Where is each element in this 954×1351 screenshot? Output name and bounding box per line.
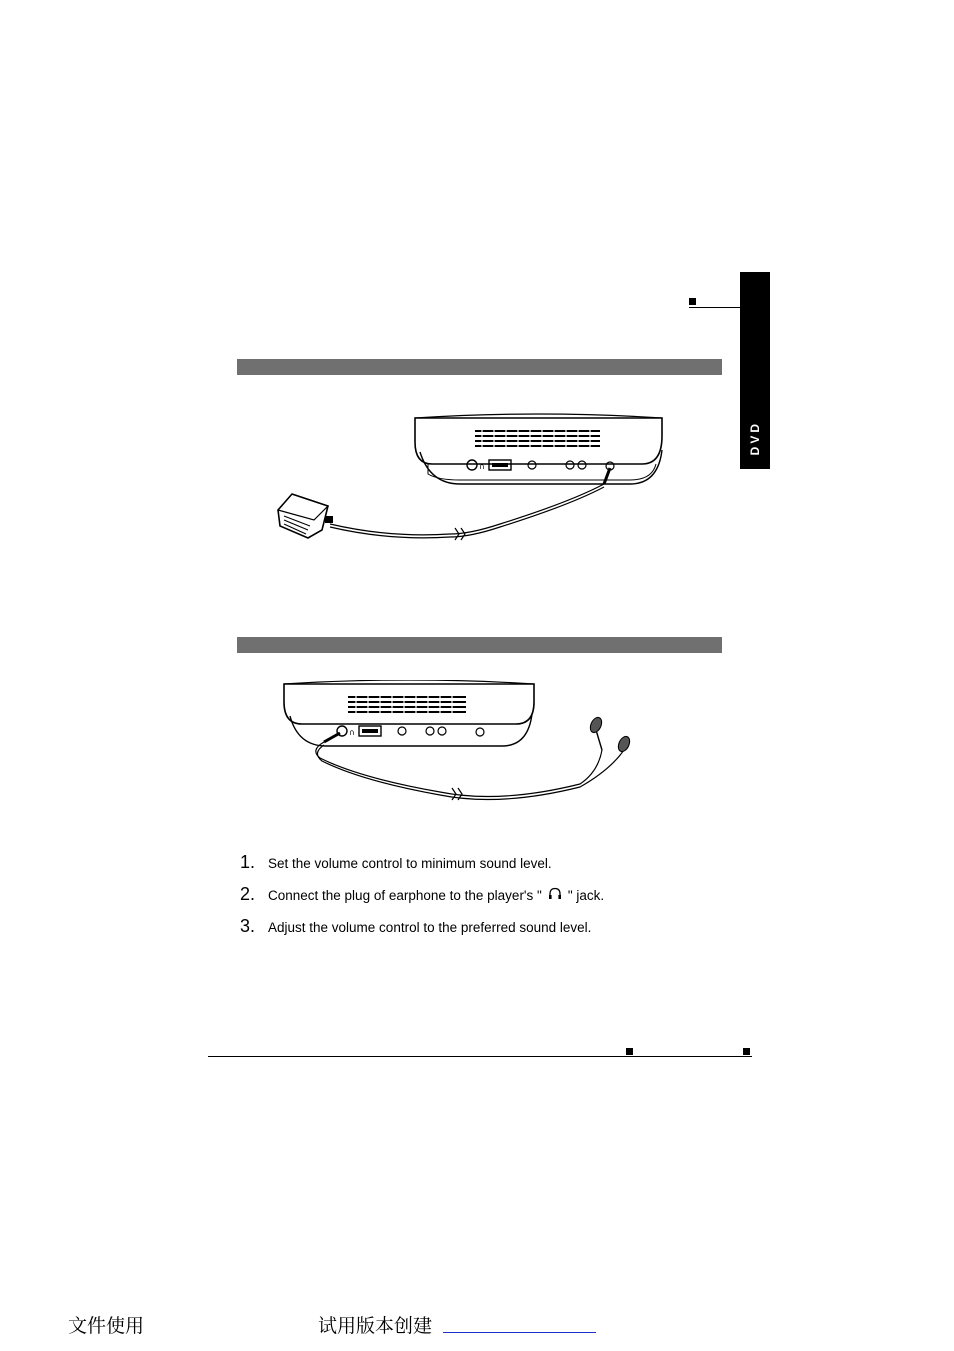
footer-left-text: 文件使用 — [68, 1315, 145, 1337]
headphone-icon — [542, 887, 568, 903]
step-3 — [240, 916, 591, 940]
step-text-after: " jack. — [567, 888, 605, 903]
step-2 — [240, 884, 604, 908]
section-bar-earphone — [237, 637, 722, 653]
footer-mid-text: 试用版本创建 — [318, 1315, 433, 1337]
step-1 — [240, 852, 552, 876]
step-text: Set the volume control to minimum sound level. — [268, 856, 552, 871]
power-adapter-illustration — [270, 412, 670, 562]
svg-text:∩: ∩ — [479, 462, 485, 471]
footer-rule — [208, 1056, 752, 1057]
step-number: 1. — [240, 852, 256, 872]
footer-marker-right — [743, 1048, 750, 1055]
header-rule — [689, 307, 741, 308]
header-marker — [689, 298, 696, 305]
side-tab-label: DVD — [748, 420, 762, 455]
svg-text:∩: ∩ — [349, 728, 355, 737]
footer-link-underline[interactable] — [443, 1332, 596, 1333]
side-tab — [740, 272, 770, 469]
step-number: 3. — [240, 916, 256, 936]
footer-marker-left — [626, 1048, 633, 1055]
step-text-before: Connect the plug of earphone to the player's " — [268, 888, 542, 903]
section-bar-power — [237, 359, 722, 375]
step-number: 2. — [240, 884, 256, 904]
earphone-illustration — [280, 680, 640, 810]
step-text: Adjust the volume control to the preferred sound level. — [268, 920, 592, 935]
